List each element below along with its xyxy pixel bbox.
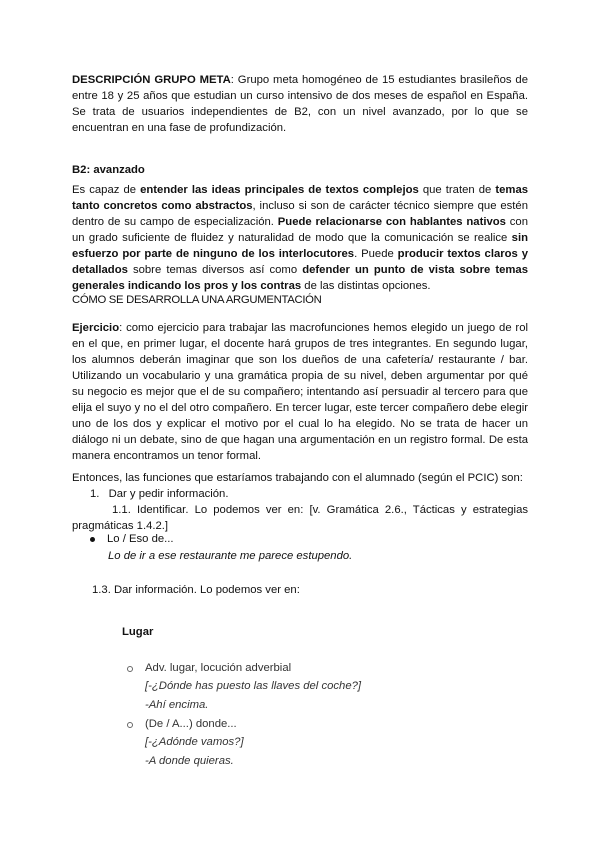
text: : Grupo meta homogéneo de 15 estudiantes brasileños de entre 18 y 25 años que estudian un curso intensivo de dos meses de español en España. Se trata de usuarios independientes de B2, con un nivel avanzado, por lo que se encuentran en una fase de profundización.	[72, 74, 528, 134]
bold-text: entender las ideas principales de textos complejos	[140, 184, 419, 196]
text: con un grado suficiente de fluidez y naturalidad de modo que la comunicación se realice	[72, 216, 528, 244]
list-item-1-3: 1.3. Dar información. Lo podemos ver en:	[92, 584, 300, 596]
lugar-item-answer: -A donde quieras.	[145, 755, 234, 767]
bullet-label: Lo / Eso de...	[107, 533, 174, 545]
section-title: CÓMO SE DESARROLLA UNA ARGUMENTACIÓN	[72, 294, 322, 306]
text: : como ejercicio para trabajar las macrofunciones hemos elegido un juego de rol en el que, en primer lugar, el docente hará grupos de tres integrantes. En segundo lugar, los alumnos deberán imaginar que son los dueños de una cafetería/ restaurante / bar. Utilizando un vocabulario y una gramática propia de su nivel, deben argumentar por qué su negocio es mejor que el de su compañero; intentando así persuadir al tercero para que elija el suyo y no el del otro compañero. En tercer lugar, este tercer compañero debe elegir uno de los dos y explicar el motivo por el cual lo ha elegido. No se trata de hacer un diálogo ni un debate, sino de que hagan una argumentación en un registro formal. De esta manera encontramos un tenor formal.	[72, 322, 528, 462]
lugar-item-question: [-¿Adónde vamos?]	[145, 736, 244, 748]
lugar-item-question: [-¿Dónde has puesto las llaves del coche?]	[145, 680, 362, 692]
hollow-bullet-icon	[127, 666, 133, 672]
text: de las distintas opciones.	[301, 280, 431, 292]
lugar-item-label: Adv. lugar, locución adverbial	[145, 662, 292, 674]
bullet-item	[90, 531, 490, 547]
bold-text: defender un punto de vista sobre temas generales indicando los pros y los contras	[72, 264, 528, 292]
bold-text: Puede relacionarse con hablantes nativos	[277, 216, 506, 228]
bold-text: producir textos claros y detallados	[72, 248, 528, 276]
lugar-item-label: (De / A...) donde...	[145, 718, 237, 730]
list-item-label: Dar y pedir información.	[108, 488, 229, 500]
text: sobre temas diversos así como	[127, 264, 303, 276]
text: , incluso si son de carácter técnico siempre que estén dentro de su campo de especialización.	[72, 200, 528, 228]
bold-text: sin esfuerzo por parte de ninguno de los interlocutores	[72, 232, 528, 260]
bullet-icon	[90, 537, 95, 542]
b2-description	[72, 182, 528, 294]
list-item-1-1: 1.1. Identificar. Lo podemos ver en: [v. Gramática 2.6., Tácticas y estrategias pragmáticas 1.4.2.]	[72, 504, 528, 532]
text: Es capaz de	[72, 184, 141, 196]
functions-intro: Entonces, las funciones que estaríamos trabajando con el alumnado (según el PCIC) son:	[72, 472, 523, 484]
text: que traten de	[418, 184, 496, 196]
text: . Puede	[354, 248, 398, 260]
list-number: 1.	[90, 488, 100, 500]
b2-heading: B2: avanzado	[72, 164, 145, 176]
bold-text: temas tanto concretos como abstractos	[72, 184, 529, 212]
hollow-bullet-icon	[127, 722, 133, 728]
bold-text: DESCRIPCIÓN GRUPO META	[72, 74, 231, 86]
list-item-1	[90, 486, 490, 502]
target-group-description	[72, 72, 528, 136]
bold-text: Ejercicio	[72, 322, 120, 334]
lugar-heading: Lugar	[122, 626, 154, 638]
lugar-item-answer: -Ahí encima.	[145, 699, 209, 711]
exercise-paragraph	[72, 320, 528, 464]
bullet-example: Lo de ir a ese restaurante me parece estupendo.	[108, 550, 353, 562]
